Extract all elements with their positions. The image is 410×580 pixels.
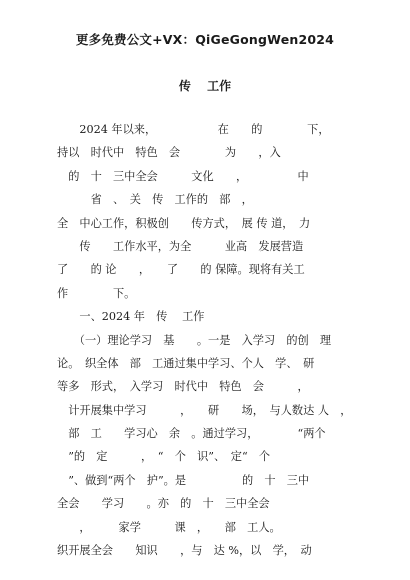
body-line: 织开展全会 知识 ，与 达 %，以 学， 动 [57, 544, 312, 558]
promo-header: 更多免费公文+VX：QiGeGongWen2024 [75, 32, 335, 47]
body-line: 2024 年以来， 在 的 下， [57, 123, 330, 136]
body-line: 的 十 三中全会 文化 ， 中 [57, 169, 309, 183]
body-line: 作 下。 [57, 286, 136, 300]
body-line: 持以 时代中 特色 会 为 ，入 [57, 146, 281, 160]
body-line: （一）理论学习 基 。一是 入学习 的创 理 [57, 333, 332, 347]
body-line: ”、做到“两个 护”。是 的 十 三中 [57, 473, 310, 487]
document-title: 传 工作 [178, 79, 232, 93]
body-line: 了 的 论 ， 了 的 保障。现将有关工 [57, 263, 305, 277]
section-heading: 一、2024 年 传 工作 [57, 310, 205, 324]
body-line: 计开展集中学习 ， 研 场， 与人数达 人 ， [57, 403, 352, 417]
body-line: 等多 形式， 入学习 时代中 特色 会 ， [57, 380, 309, 394]
body-line: 省 、 关 传 工作的 部 ， [57, 193, 253, 207]
document-body [57, 118, 357, 562]
body-line: 全会 学习 。亦 的 十 三中全会 [57, 497, 270, 511]
body-line: 论。 织全体 部 工通过集中学习、个人 学、 研 [57, 356, 315, 370]
body-line: 全 中心工作，积极创 传方式， 展 传 道， 力 [57, 216, 311, 230]
body-line: ”的 定 ， “ 个 识”、 定“ 个 [57, 450, 271, 464]
body-line: 部 工 学习心 余 。通过学习， “两个 [57, 427, 326, 441]
body-line: 传 工作水平，为全 业高 发展营造 [57, 239, 304, 253]
body-line: ， 家学 课 ， 部 工人。 [57, 520, 281, 534]
